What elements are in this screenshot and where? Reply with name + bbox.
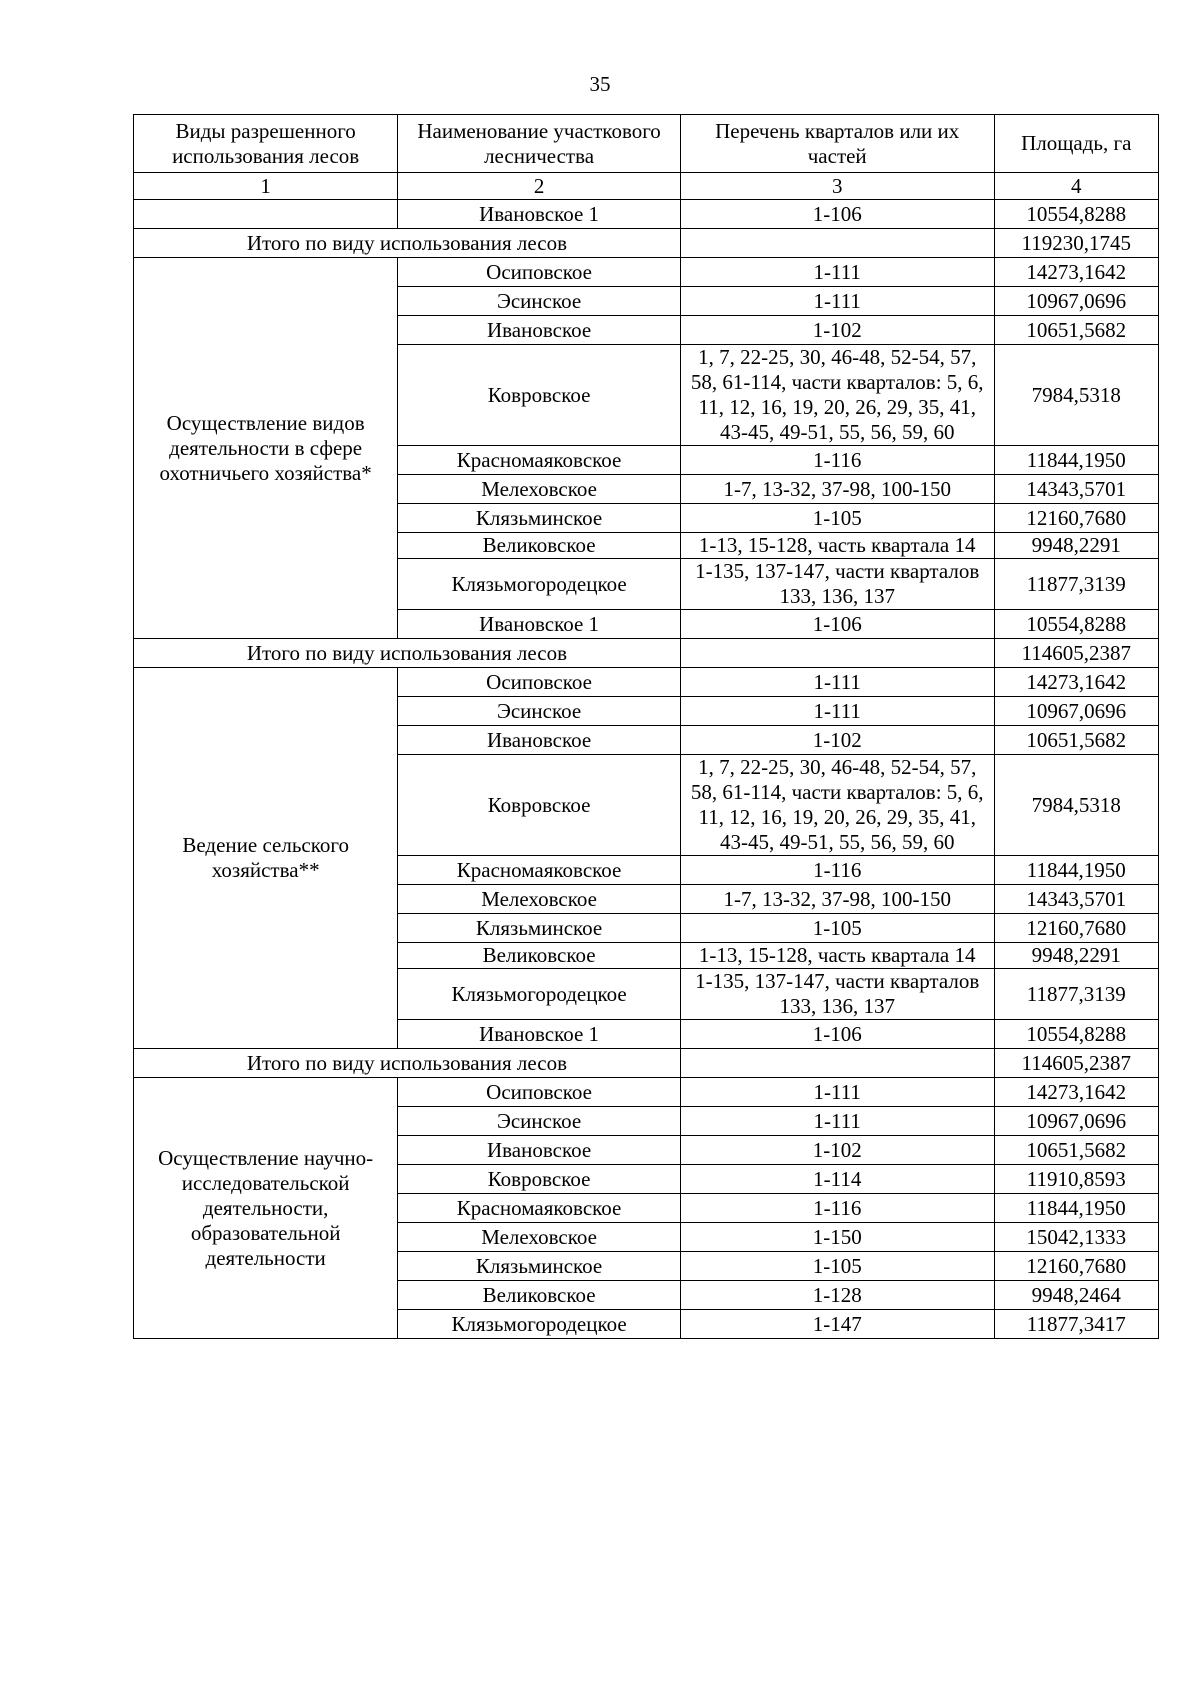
area: 15042,1333 [994, 1223, 1158, 1252]
quarters: 1-102 [680, 316, 994, 345]
header-forestry-name: Наименование участкового лесничества [398, 115, 681, 173]
area: 11877,3139 [994, 559, 1158, 610]
header-num: 2 [398, 173, 681, 200]
quarters: 1-105 [680, 504, 994, 533]
area: 7984,5318 [994, 755, 1158, 856]
forestry-name: Ковровское [398, 755, 681, 856]
total-row [134, 639, 1159, 668]
header-use-kind: Виды разрешенного использования лесов [134, 115, 398, 173]
empty-cell [680, 639, 994, 668]
header-number-row [134, 173, 1159, 200]
quarters: 1-106 [680, 610, 994, 639]
forestry-name: Великовское [398, 1281, 681, 1310]
forestry-name: Клязьмогородецкое [398, 969, 681, 1020]
forestry-name: Красномаяковское [398, 856, 681, 885]
quarters: 1-111 [680, 1078, 994, 1107]
area: 11844,1950 [994, 446, 1158, 475]
quarters: 1-111 [680, 1107, 994, 1136]
empty-cell [134, 200, 398, 229]
area: 10554,8288 [994, 610, 1158, 639]
quarters: 1-150 [680, 1223, 994, 1252]
quarters: 1-116 [680, 856, 994, 885]
forestry-name: Клязьминское [398, 914, 681, 943]
table-row [134, 668, 1159, 697]
forestry-name: Ивановское 1 [398, 1020, 681, 1049]
quarters: 1-13, 15-128, часть квартала 14 [680, 943, 994, 969]
forestry-name: Осиповское [398, 1078, 681, 1107]
header-num: 4 [994, 173, 1158, 200]
area: 9948,2291 [994, 533, 1158, 559]
quarters: 1-13, 15-128, часть квартала 14 [680, 533, 994, 559]
quarters: 1-106 [680, 1020, 994, 1049]
area: 14273,1642 [994, 668, 1158, 697]
quarters: 1-147 [680, 1310, 994, 1339]
forestry-name: Клязьминское [398, 504, 681, 533]
page-number: 35 [589, 72, 611, 96]
area: 14343,5701 [994, 885, 1158, 914]
use-kind: Осуществление научно-исследовательской деятельности, образовательной деятельности [134, 1078, 398, 1339]
quarters: 1-116 [680, 1194, 994, 1223]
forestry-name: Мелеховское [398, 885, 681, 914]
area: 11877,3139 [994, 969, 1158, 1020]
area: 11844,1950 [994, 856, 1158, 885]
area: 10967,0696 [994, 287, 1158, 316]
header-num: 1 [134, 173, 398, 200]
forestry-name: Осиповское [398, 668, 681, 697]
forestry-name: Ивановское [398, 316, 681, 345]
total-label: Итого по виду использования лесов [134, 229, 681, 258]
total-row [134, 1049, 1159, 1078]
quarters: 1-135, 137-147, части кварталов 133, 136, 137 [680, 559, 994, 610]
quarters: 1-105 [680, 914, 994, 943]
forestry-name: Ивановское 1 [398, 200, 681, 229]
empty-cell [680, 1049, 994, 1078]
forestry-name: Ивановское 1 [398, 610, 681, 639]
quarters: 1, 7, 22-25, 30, 46-48, 52-54, 57, 58, 61-114, части кварталов: 5, 6, 11, 12, 16, 19, 20, 26, 29, 35, 41, 43-45, 49-51, 55, 56, 59, 60 [680, 755, 994, 856]
area: 10651,5682 [994, 726, 1158, 755]
area: 12160,7680 [994, 504, 1158, 533]
quarters: 1-106 [680, 200, 994, 229]
header-quarters: Перечень кварталов или их частей [680, 115, 994, 173]
forestry-name: Ковровское [398, 345, 681, 446]
area: 11844,1950 [994, 1194, 1158, 1223]
quarters: 1-114 [680, 1165, 994, 1194]
forestry-name: Эсинское [398, 287, 681, 316]
area: 10967,0696 [994, 1107, 1158, 1136]
forestry-name: Мелеховское [398, 475, 681, 504]
empty-cell [680, 229, 994, 258]
quarters: 1-102 [680, 726, 994, 755]
area: 14273,1642 [994, 1078, 1158, 1107]
quarters: 1-111 [680, 697, 994, 726]
quarters: 1-135, 137-147, части кварталов 133, 136, 137 [680, 969, 994, 1020]
forestry-name: Эсинское [398, 1107, 681, 1136]
forestry-name: Красномаяковское [398, 446, 681, 475]
quarters: 1-111 [680, 668, 994, 697]
quarters: 1-111 [680, 287, 994, 316]
quarters: 1-7, 13-32, 37-98, 100-150 [680, 885, 994, 914]
quarters: 1-128 [680, 1281, 994, 1310]
area: 10651,5682 [994, 316, 1158, 345]
quarters: 1-111 [680, 258, 994, 287]
area: 12160,7680 [994, 1252, 1158, 1281]
header-row [134, 115, 1159, 173]
area: 9948,2464 [994, 1281, 1158, 1310]
total-area: 114605,2387 [994, 639, 1158, 668]
quarters: 1-116 [680, 446, 994, 475]
table-row [134, 200, 1159, 229]
total-row [134, 229, 1159, 258]
total-label: Итого по виду использования лесов [134, 1049, 681, 1078]
quarters: 1-7, 13-32, 37-98, 100-150 [680, 475, 994, 504]
area: 7984,5318 [994, 345, 1158, 446]
area: 9948,2291 [994, 943, 1158, 969]
forestry-name: Мелеховское [398, 1223, 681, 1252]
forestry-name: Клязьминское [398, 1252, 681, 1281]
header-area: Площадь, га [994, 115, 1158, 173]
forestry-name: Великовское [398, 943, 681, 969]
table-row [134, 258, 1159, 287]
forestry-name: Ивановское [398, 726, 681, 755]
area: 11877,3417 [994, 1310, 1158, 1339]
table-row [134, 1078, 1159, 1107]
area: 12160,7680 [994, 914, 1158, 943]
quarters: 1-105 [680, 1252, 994, 1281]
area: 14343,5701 [994, 475, 1158, 504]
forestry-name: Клязьмогородецкое [398, 559, 681, 610]
area: 10967,0696 [994, 697, 1158, 726]
use-kind: Осуществление видов деятельности в сфере охотничьего хозяйства* [134, 258, 398, 639]
forestry-name: Ивановское [398, 1136, 681, 1165]
forestry-name: Красномаяковское [398, 1194, 681, 1223]
forestry-name: Великовское [398, 533, 681, 559]
total-label: Итого по виду использования лесов [134, 639, 681, 668]
use-kind: Ведение сельского хозяйства** [134, 668, 398, 1049]
quarters: 1-102 [680, 1136, 994, 1165]
forestry-name: Осиповское [398, 258, 681, 287]
total-area: 114605,2387 [994, 1049, 1158, 1078]
header-num: 3 [680, 173, 994, 200]
area: 11910,8593 [994, 1165, 1158, 1194]
area: 10651,5682 [994, 1136, 1158, 1165]
quarters: 1, 7, 22-25, 30, 46-48, 52-54, 57, 58, 61-114, части кварталов: 5, 6, 11, 12, 16, 19, 20, 26, 29, 35, 41, 43-45, 49-51, 55, 56, 59, 60 [680, 345, 994, 446]
forestry-name: Ковровское [398, 1165, 681, 1194]
area: 10554,8288 [994, 200, 1158, 229]
forestry-name: Клязьмогородецкое [398, 1310, 681, 1339]
forest-use-table [133, 114, 1159, 1339]
total-area: 119230,1745 [994, 229, 1158, 258]
area: 14273,1642 [994, 258, 1158, 287]
forestry-name: Эсинское [398, 697, 681, 726]
area: 10554,8288 [994, 1020, 1158, 1049]
